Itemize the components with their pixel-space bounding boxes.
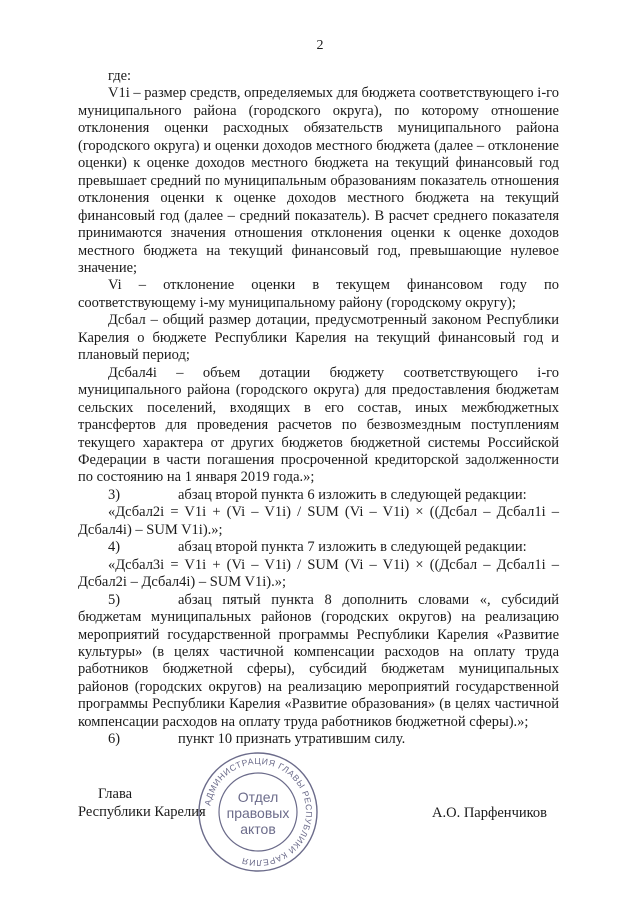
legal-department-stamp (196, 750, 320, 874)
list-item-5 (78, 592, 559, 732)
list-item-number: 4) (108, 539, 121, 556)
stamp-ring-text: АДМИНИСТРАЦИЯ ГЛАВЫ РЕСПУБЛИКИ КАРЕЛИЯ (202, 755, 315, 869)
signatory-title (78, 785, 206, 821)
paragraph-dsbal4i-definition: Дсбал4i – объем дотации бюджету соответствующего i-го муниципального района (городского округа) для предоставления бюджетам сельских поселений, входящих в его состав, иных межбюджетных трансфертов для проведения расчетов по безвозмездным поступлениям текущего характера от других бюджетов бюджетной системы Российской Федерации в части погашения просроченной кредиторской задолженности по состоянию на 1 января 2019 года.»; (78, 364, 559, 486)
paragraph-where: где: (108, 68, 132, 84)
page-number: 2 (316, 38, 324, 53)
list-item-text: пункт 10 признать утратившим силу. (178, 731, 406, 748)
signatory-title-line1: Глава (98, 786, 133, 802)
list-item-text: абзац пятый пункта 8 дополнить словами «, субсидий бюджетам муниципальных районов (городских округов) на реализацию мероприятий государственной программы Республики Карелия «Развитие культуры» (в целях частичной компенсации расходов на оплату труда работников бюджетной сферы), субсидий бюджетам муниципальных районов (городских округов) на реализацию мероприятий государственной программы Республики Карелия «Развитие образования» (в целях частичной компенсации расходов на оплату труда работников бюджетной сферы).»; (78, 591, 559, 730)
signatory-name: А.О. Парфенчиков (432, 805, 548, 821)
formula-dsbal3i: «Дсбал3i = V1i + (Vi – V1i) / SUM (Vi – V1i) × ((Дсбал – Дсбал1i – Дсбал2i – Дсбал4i) – SUM V1i).»; (78, 556, 559, 591)
paragraph-vi-definition: Vi – отклонение оценки в текущем финансовом году по соответствующему i-му муниципальному району (городскому округу); (78, 277, 559, 311)
list-item-number: 5) (108, 591, 121, 608)
stamp-center-line2: правовых (226, 805, 290, 821)
document-body (78, 68, 559, 749)
list-item-text: абзац второй пункта 7 изложить в следующей редакции: (178, 539, 527, 556)
stamp-center-line1: Отдел (237, 789, 279, 805)
stamp-center-line3: актов (240, 821, 276, 837)
paragraph-v1i-definition: V1i – размер средств, определяемых для бюджета соответствующего i-го муниципального района (городского округа), по которому отношение отклонения оценки расходных обязательств муниципального района (городского округа) и оценки доходов местного бюджета (далее – отклонение оценки) к оценке доходов местного бюджета на текущий финансовый год превышает средний по муниципальным образованиям показатель отношения отклонения оценки к оценке доходов местного бюджета на текущий финансовый год (далее – средний показатель). В расчет среднего показателя принимаются значения отношения отклонения оценки к оценке доходов местного бюджета на текущий финансовый год, превышающие нулевое значение; (78, 85, 559, 276)
list-item-4 (78, 539, 559, 556)
list-item-number: 6) (108, 731, 121, 748)
list-item-text: абзац второй пункта 6 изложить в следующей редакции: (178, 486, 527, 503)
list-item-6 (78, 731, 559, 748)
list-item-number: 3) (108, 486, 121, 503)
list-item-3 (78, 487, 559, 504)
signatory-title-line2: Республики Карелия (78, 804, 206, 820)
paragraph-dsbal-definition: Дсбал – общий размер дотации, предусмотренный законом Республики Карелия о бюджете Республики Карелия на текущий финансовый год и плановый период; (78, 312, 559, 364)
formula-dsbal2i: «Дсбал2i = V1i + (Vi – V1i) / SUM (Vi – V1i) × ((Дсбал – Дсбал1i – Дсбал4i) – SUM V1i).»; (78, 504, 559, 538)
